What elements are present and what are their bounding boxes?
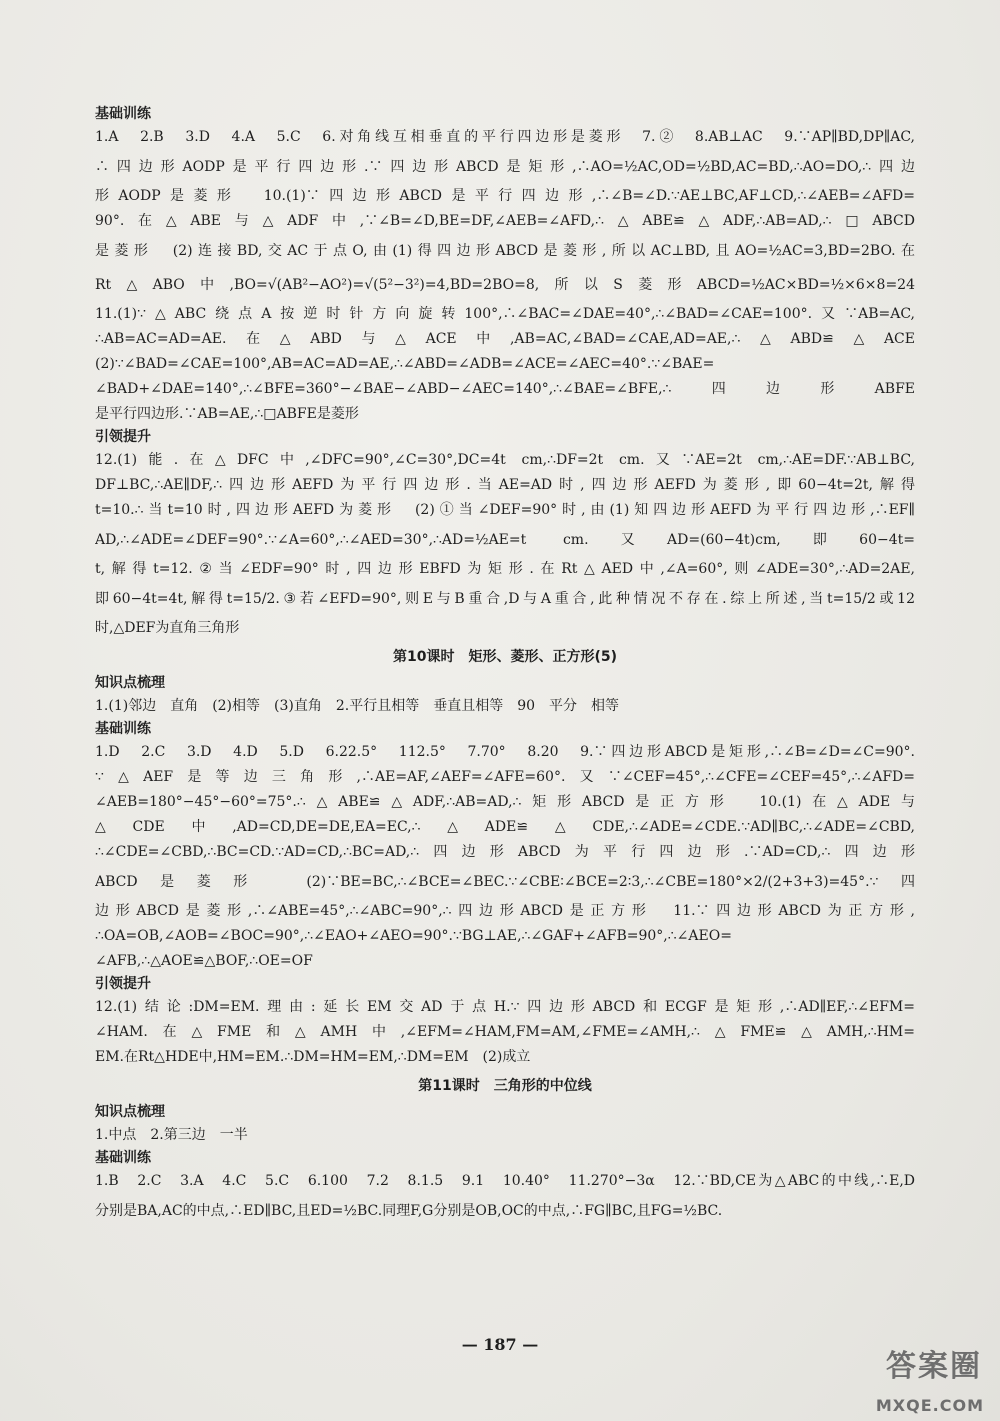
answer-line: t,解得t=12.②当∠EDF=90°时,四边形EBFD为矩形.在Rt△AED中,∠A=60°,则∠ADE=30°,∴AD=2AE, bbox=[95, 561, 915, 577]
answer-line: 12.(1)能.在△DFC中,∠DFC=90°,∠C=30°,DC=4t cm,∴DF=2t cm.又∵AE=2t cm,∴AE=DF.∵AB⊥BC, bbox=[95, 452, 915, 468]
watermark-badge: 答案圈 bbox=[886, 1349, 982, 1384]
answer-content bbox=[95, 104, 915, 1228]
answer-line: 12.(1)结论:DM=EM.理由:延长EM交AD于点H.∵四边形ABCD和ECGF是矩形,∴AD∥EF,∴∠EFM= bbox=[95, 999, 915, 1015]
answer-line: 1.B 2.C 3.A 4.C 5.C 6.100 7.2 8.1.5 9.1 10.40° 11.270°−3α 12.∵BD,CE为△ABC的中线,∴E,D bbox=[95, 1173, 915, 1189]
section-heading: 基础训练 bbox=[95, 721, 151, 737]
section-heading: 引领提升 bbox=[95, 976, 151, 992]
answer-paragraph bbox=[95, 1169, 915, 1228]
page-number: — 187 — bbox=[461, 1335, 539, 1354]
answer-line: EM.在Rt△HDE中,HM=EM.∴DM=HM=EM,∴DM=EM (2)成立 bbox=[95, 1049, 531, 1065]
answer-line: 形AODP是菱形 10.(1)∵四边形ABCD是平行四边形,∴∠B=∠D.∵AE⊥BC,AF⊥CD,∴∠AEB=∠AFD= bbox=[95, 188, 915, 204]
answer-line: 1.中点 2.第三边 一半 bbox=[95, 1127, 248, 1143]
answer-paragraph bbox=[95, 1123, 915, 1148]
answer-line: 是菱形 (2)连接BD,交AC于点O,由(1)得四边形ABCD是菱形,所以AC⊥BD,且AO=½AC=3,BD=2BO.在 bbox=[95, 243, 915, 259]
section-heading: 引领提升 bbox=[95, 429, 151, 445]
section-heading: 基础训练 bbox=[95, 106, 151, 122]
answer-paragraph bbox=[95, 125, 915, 427]
section-heading: 基础训练 bbox=[95, 1150, 151, 1166]
answer-line: 是平行四边形.∵AB=AE,∴□ABFE是菱形 bbox=[95, 406, 359, 422]
answer-line: 即60−4t=4t,解得t=15/2.③若∠EFD=90°,则E与B重合,D与A重合,此种情况不存在.综上所述,当t=15/2或12 bbox=[95, 591, 915, 607]
section-heading: 知识点梳理 bbox=[95, 675, 165, 691]
answer-line: ∴OA=OB,∠AOB=∠BOC=90°,∴∠EAO+∠AEO=90°.∵BG⊥AE,∴∠GAF+∠AFB=90°,∴∠AEO= bbox=[95, 928, 732, 944]
answer-line: ∴四边形AODP是平行四边形.∵四边形ABCD是矩形,∴AO=½AC,OD=½BD,AC=BD,∴AO=DO,∴四边 bbox=[95, 159, 915, 175]
answer-line: ∵△AEF是等边三角形,∴AE=AF,∠AEF=∠AFE=60°.又∵∠CEF=45°,∴∠CFE=∠CEF=45°,∴∠AFD= bbox=[95, 769, 915, 785]
answer-line: △CDE中,AD=CD,DE=DE,EA=EC,∴△ADE≌△CDE,∴∠ADE=∠CDE.∵AD∥BC,∴∠ADE=∠CBD, bbox=[95, 819, 915, 835]
answer-line: 时,△DEF为直角三角形 bbox=[95, 620, 240, 636]
answer-line: 1.(1)邻边 直角 (2)相等 (3)直角 2.平行且相等 垂直且相等 90 平分 相等 bbox=[95, 698, 620, 714]
answer-line: 边形ABCD是菱形,∴∠ABE=45°,∴∠ABC=90°,∴四边形ABCD是正方形 11.∵四边形ABCD为正方形, bbox=[95, 903, 915, 919]
answer-line: ∠BAD+∠DAE=140°,∴∠BFE=360°−∠BAE−∠ABD−∠AEC=140°,∴∠BAE=∠BFE,∴四边形ABFE bbox=[95, 381, 915, 397]
answer-line: 11.(1)∵△ABC绕点A按逆时针方向旋转100°,∴∠BAC=∠DAE=40°,∴∠BAD=∠CAE=100°.又∵AB=AC, bbox=[95, 306, 915, 322]
watermark-site: MXQE.COM bbox=[875, 1396, 984, 1415]
answer-line: 1.D 2.C 3.D 4.D 5.D 6.22.5° 112.5° 7.70° 8.20 9.∵四边形ABCD是矩形,∴∠B=∠D=∠C=90°. bbox=[95, 744, 915, 760]
answer-line: ABCD是菱形 (2)∵BE=BC,∴∠BCE=∠BEC.∵∠CBE∶∠BCE=2∶3,∴∠CBE=180°×2/(2+3+3)=45°.∵四 bbox=[95, 874, 915, 890]
answer-line: ∠HAM.在△FME和△AMH中,∠EFM=∠HAM,FM=AM,∠FME=∠AMH,∴△FME≌△AMH,∴HM= bbox=[95, 1024, 915, 1040]
section-heading: 知识点梳理 bbox=[95, 1104, 165, 1120]
answer-line: 分别是BA,AC的中点,∴ED∥BC,且ED=½BC.同理F,G分别是OB,OC的中点,∴FG∥BC,且FG=½BC. bbox=[95, 1203, 723, 1219]
answer-paragraph bbox=[95, 694, 915, 719]
answer-line: ∠AEB=180°−45°−60°=75°.∴△ABE≌△ADF,∴AB=AD,∴矩形ABCD是正方形 10.(1)在△ADE与 bbox=[95, 794, 915, 810]
answer-line: ∴AB=AC=AD=AE.在△ABD与△ACE中,AB=AC,∠BAD=∠CAE,AD=AE,∴△ABD≌△ACE bbox=[95, 331, 915, 347]
answer-line: ∠AFB,∴△AOE≌△BOF,∴OE=OF bbox=[95, 953, 313, 969]
answer-paragraph bbox=[95, 740, 915, 974]
answer-paragraph bbox=[95, 448, 915, 641]
answer-line: AD,∴∠ADE=∠DEF=90°.∵∠A=60°,∴∠AED=30°,∴AD=½AE=t cm.又AD=(60−4t)cm,即60−4t= bbox=[95, 532, 915, 548]
answer-line: t=10.∴当t=10时,四边形AEFD为菱形 (2)①当∠DEF=90°时,由(1)知四边形AEFD为平行四边形,∴EF∥ bbox=[95, 502, 915, 518]
answer-line: 1.A 2.B 3.D 4.A 5.C 6.对角线互相垂直的平行四边形是菱形 7.② 8.AB⊥AC 9.∵AP∥BD,DP∥AC, bbox=[95, 129, 915, 145]
answer-line: Rt△ABO中,BO=√(AB²−AO²)=√(5²−3²)=4,BD=2BO=8,所以S菱形ABCD=½AC×BD=½×6×8=24 bbox=[95, 277, 915, 293]
lesson-title: 第11课时 三角形的中位线 bbox=[418, 1078, 592, 1094]
answer-line: ∴∠CDE=∠CBD,∴BC=CD.∵AD=CD,∴BC=AD,∴四边形ABCD为平行四边形.∵AD=CD,∴四边形 bbox=[95, 844, 915, 860]
lesson-title: 第10课时 矩形、菱形、正方形(5) bbox=[392, 649, 618, 665]
answer-paragraph bbox=[95, 995, 915, 1070]
watermark-logo bbox=[852, 1339, 992, 1415]
answer-line: (2)∵∠BAD=∠CAE=100°,AB=AC=AD=AE,∴∠ABD=∠ADB=∠ACE=∠AEC=40°.∵∠BAE= bbox=[95, 356, 715, 372]
answer-line: 90°.在△ABE与△ADF中,∵∠B=∠D,BE=DF,∠AEB=∠AFD,∴△ABE≌△ADF,∴AB=AD,∴□ABCD bbox=[95, 213, 915, 229]
answer-line: DF⊥BC,∴AE∥DF,∴四边形AEFD为平行四边形.当AE=AD时,四边形AEFD为菱形,即60−4t=2t,解得 bbox=[95, 477, 915, 493]
